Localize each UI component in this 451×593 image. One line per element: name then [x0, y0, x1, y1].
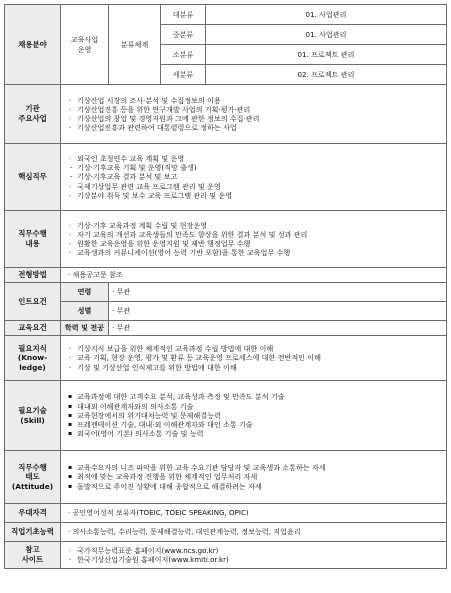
hiring-method-value: · 채용공고문 참조	[61, 268, 447, 283]
category-value: 01. 프로젝트 관리	[206, 45, 447, 65]
list-item: - 기상·기후교육 기획 및 운영(직망 출생)	[68, 163, 443, 172]
education-key: 학력 및 전공	[61, 321, 109, 336]
field-label: 채용분야	[5, 5, 61, 85]
list-item: ▪ 프레젠테이션 기술, 대내·외 이해관계자와 대인 소통 기술	[68, 420, 443, 429]
list-item: · 자기 교육의 개선과 교육생들의 만족도 향상을 위한 결과 분석 및 성과 관리	[68, 230, 443, 239]
basic-competency-label: 직업기초능력	[5, 523, 61, 542]
list-item: ▪ 교육수요자의 니즈 파악을 위한 교육 수요기관 담당자 및 교육생과 소통하는 자세	[68, 463, 443, 472]
basic-competency-value: · 의사소통능력, 수리능력, 문제해결능력, 대인관계능력, 정보능력, 직업윤리	[61, 523, 447, 542]
category-key: 세분류	[161, 65, 206, 85]
category-key: 중분류	[161, 25, 206, 45]
skills-content	[61, 381, 447, 451]
job-details-label: 직무수행 내용	[5, 211, 61, 268]
category-value: 02. 프로젝트 관리	[206, 65, 447, 85]
skills-label: 필요기술 (Skill)	[5, 381, 61, 451]
preferred-qualifications-value: · 공인영어성적 보유자(TOEIC, TOEIC SPEAKING, OPIC)	[61, 504, 447, 523]
org-mission-content	[61, 85, 447, 144]
reference-sites-label: 참고 사이트	[5, 542, 61, 569]
list-item: · 기상산업의 창업 및 경영지원과 그에 관한 정보의 수집·관리	[68, 114, 443, 123]
list-item: ▪ 대내외 이해관계자와의 의사소통 기술	[68, 402, 443, 411]
list-item: · 외국인 초청연수 교육 계획 및 운영	[68, 154, 443, 163]
education-value: · 무관	[109, 321, 447, 336]
duties-label: 핵심직무	[5, 144, 61, 211]
list-item: ▪ 교육현장에서의 위기대처능력 및 문제해결능력	[68, 411, 443, 420]
list-item: · 기상 및 기상산업 인식제고를 위한 방법에 대한 이해	[68, 363, 443, 372]
duties-content	[61, 144, 447, 211]
list-item: ▪ 돌발적으로 주어진 상황에 대해 종합적으로 해결하려는 자세	[68, 482, 443, 491]
personal-requirements-label: 인트요건	[5, 283, 61, 321]
list-item: · 교육 기획, 현장 운영, 평가 및 환류 등 교육운영 프로세스에 대한 전반적인 이해	[68, 353, 443, 362]
category-value: 01. 사업관리	[206, 5, 447, 25]
list-item: · 교육생과의 커뮤니케이션(영어 능력 기반 포함)을 통한 교육업무 수행	[68, 248, 443, 257]
org-mission-label: 기관 주요사업	[5, 85, 61, 144]
category-key: 소분류	[161, 45, 206, 65]
list-item: · 기상·기후 교육과정 계획 수립 및 현장운영	[68, 221, 443, 230]
list-item: · 국제기상업무 관련 교육 프로그램 관리 및 운영	[68, 182, 443, 191]
list-item: ▪ 외국어(영어 기본) 의사소통 기술 및 능력	[68, 429, 443, 438]
list-item: ▪ 교육과정에 대한 고객수요 분석, 교육성과 측정 및 만족도 분석 기술	[68, 392, 443, 401]
job-details-content	[61, 211, 447, 268]
list-item: · 기상산업 시장의 조사·분석 및 수집정보의 이용	[68, 96, 443, 105]
list-item: · 원활한 교육운영을 위한 운영지원 및 제반 행정업무 수행	[68, 239, 443, 248]
job-description-sheet	[4, 4, 446, 569]
category-key: 대분류	[161, 5, 206, 25]
list-item: · 기상분야 취득 및 보수 교육 프로그램 관리 및 운영	[68, 191, 443, 200]
field-name: 교육사업 운영	[61, 5, 109, 85]
knowledge-label: 필요지식 (Know- ledge)	[5, 336, 61, 381]
preferred-qualifications-label: 우대자격	[5, 504, 61, 523]
list-item: - 기상·기후교육 결과 분석 및 보고	[68, 172, 443, 181]
attitude-label: 직무수행 태도 (Attitude)	[5, 451, 61, 504]
requirement-key: 성별	[61, 302, 109, 321]
knowledge-content	[61, 336, 447, 381]
list-item: · 기상산업진흥 등을 위한 연구개발 사업의 기획·평가·관리	[68, 105, 443, 114]
education-label: 교육요건	[5, 321, 61, 336]
hiring-method-label: 전형방법	[5, 268, 61, 283]
list-item: · 기상산업진흥과 관련하여 대통령령으로 정하는 사업	[68, 123, 443, 132]
reference-sites-content	[61, 542, 447, 569]
reference-link-ncs[interactable]: · 국가직무능력표준 홈페이지(www.ncs.go.kr)	[68, 546, 443, 555]
requirement-key: 연령	[61, 283, 109, 302]
list-item: ▪ 최적에 맞는 교육과정 진행을 위한 체계적인 업무처리 자세	[68, 472, 443, 481]
list-item: · 기상지식 보급을 위한 체계적인 교육과정 수립 방법에 대한 이해	[68, 344, 443, 353]
reference-link-kmiti[interactable]: · 한국기상산업기술원 홈페이지(www.kmiti.or.kr)	[68, 555, 443, 564]
requirement-value: · 무관	[109, 302, 447, 321]
job-description-table	[4, 4, 447, 569]
classification-system-label: 분류체계	[109, 5, 161, 85]
requirement-value: · 무관	[109, 283, 447, 302]
category-value: 01. 사업관리	[206, 25, 447, 45]
attitude-content	[61, 451, 447, 504]
